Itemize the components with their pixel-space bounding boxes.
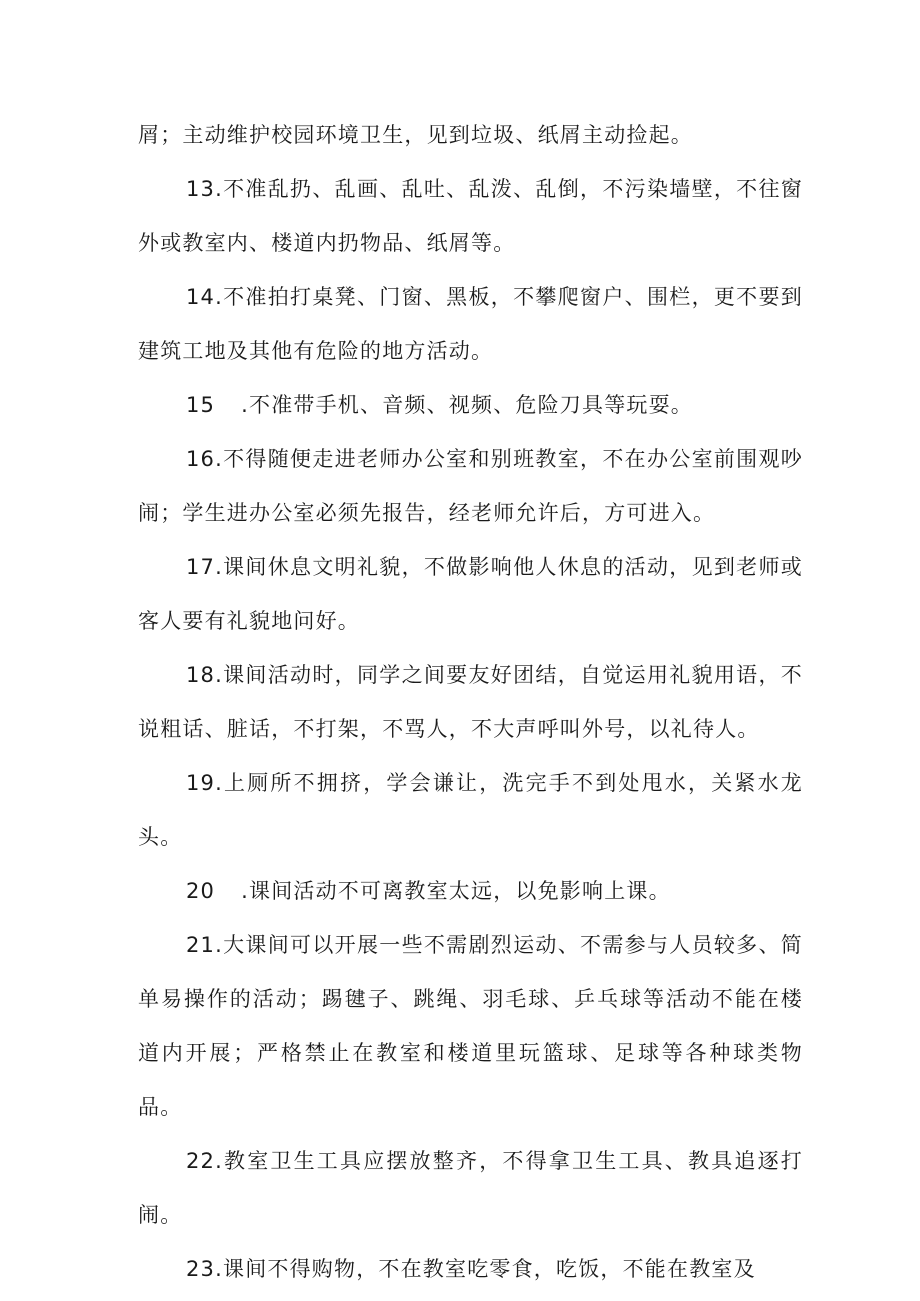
paragraph-continuation (138, 108, 803, 162)
rule-13 (138, 162, 803, 270)
rule-21 (138, 918, 803, 1134)
rules-text-body (138, 108, 803, 1296)
rule-17 (138, 540, 803, 648)
rule-number: 23 (186, 1257, 216, 1281)
rule-text: .上厕所不拥挤，学会谦让，洗完手不到处甩水，关紧水龙头。 (138, 771, 803, 849)
rule-14 (138, 270, 803, 378)
rule-text: .课间休息文明礼貌，不做影响他人休息的活动，见到老师或客人要有礼貌地问好。 (138, 555, 803, 633)
rule-number: 16 (186, 447, 216, 471)
rule-text: .不准拍打桌凳、门窗、黑板，不攀爬窗户、围栏，更不要到建筑工地及其他有危险的地方活动。 (138, 285, 803, 363)
rule-18 (138, 648, 803, 756)
rule-number: 17 (186, 555, 216, 579)
rule-number: 13 (186, 177, 216, 201)
rule-text: .课间不得购物，不在教室吃零食，吃饭，不能在教室及 (215, 1257, 756, 1281)
rule-text: .教室卫生工具应摆放整齐，不得拿卫生工具、教具追逐打闹。 (138, 1149, 803, 1227)
rule-text: .不得随便走进老师办公室和别班教室，不在办公室前围观吵闹；学生进办公室必须先报告，经老师允许后，方可进入。 (138, 447, 803, 525)
rule-number: 14 (186, 285, 216, 309)
rule-16 (138, 432, 803, 540)
rule-number: 20 (186, 879, 216, 903)
rule-text: .不准带手机、音频、视频、危险刀具等玩耍。 (241, 393, 693, 417)
rule-number: 22 (186, 1149, 216, 1173)
rule-number: 18 (186, 663, 216, 687)
paragraph-text: 屑；主动维护校园环境卫生，见到垃圾、纸屑主动捡起。 (138, 123, 693, 147)
rule-text: .课间活动不可离教室太远，以免影响上课。 (241, 879, 671, 903)
rule-22 (138, 1134, 803, 1242)
rule-23 (138, 1242, 803, 1296)
rule-number: 21 (186, 933, 216, 957)
rule-20 (138, 864, 803, 918)
rule-text: .大课间可以开展一些不需剧烈运动、不需参与人员较多、简单易操作的活动；踢毽子、跳绳、羽毛球、乒乓球等活动不能在楼道内开展；严格禁止在教室和楼道里玩篮球、足球等各种球类物品。 (138, 933, 803, 1119)
rule-15 (138, 378, 803, 432)
rule-number: 15 (186, 393, 216, 417)
rule-19 (138, 756, 803, 864)
rule-text: .不准乱扔、乱画、乱吐、乱泼、乱倒，不污染墙壁，不往窗外或教室内、楼道内扔物品、纸屑等。 (138, 177, 803, 255)
rule-number: 19 (186, 771, 216, 795)
rule-text: .课间活动时，同学之间要友好团结，自觉运用礼貌用语，不说粗话、脏话，不打架，不骂人，不大声呼叫外号，以礼待人。 (138, 663, 803, 741)
